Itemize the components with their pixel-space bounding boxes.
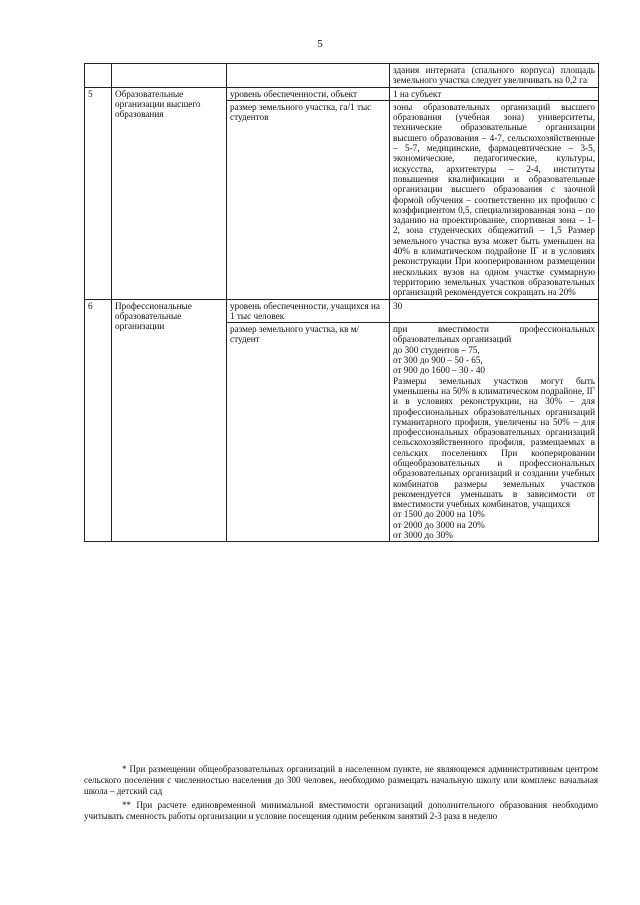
value-intro: при вместимости профессиональных образовательных организаций — [393, 324, 595, 345]
value-cell: зоны образовательных организаций высшего образования (учебная зона) университеты, технические образовательные организации высшего образования – 4-7, сельскохозяйственные – 5-7, медицинские, фармацевтические – 3-5, экономические, педагогические, культуры, искусства, архитектуры – 2-4, институты повышения квалификации и образовательные организации высшего образования с заочной формой обучения – соответственно их профилю с коэффициентом 0,5, специализированная зона – по заданию на проектирование, спортивная зона – 1-2, зона студенческих общежитий – 1,5 Размер земельного участка вуза может быть уменьшен на 40% в климатическом подрайоне IГ и в условиях реконструкции При кооперированном размещении нескольких вузов на одном участке суммарную территорию земельных участков образовательных организаций рекомендуется сокращать на 20% — [390, 100, 599, 299]
value-cell — [390, 323, 599, 542]
value-cell: 1 на субъект — [390, 87, 599, 100]
value-cell: 30 — [390, 299, 599, 323]
row-number-cell: 6 — [85, 299, 112, 542]
value-body: Размеры земельных участков могут быть уменьшены на 50% в климатическом подрайоне, IГ и в условиях реконструкции, на 30% – для профессиональных образовательных организаций гуманитарного профиля, увеличены на 50% – для профессиональных образовательных организаций сельскохозяйственного профиля, размещаемых в сельских поселениях При кооперировании общеобразовательных и профессиональных образовательных организаций и создании учебных комбинатов размеры земельных участков рекомендуется уменьшать в зависимости от вместимости учебных комбинатов, учащихся — [393, 375, 595, 510]
footnote-text: ** При расчете единовременной минимальной вместимости организаций дополнительного образования необходимо учитывать сменность работы организации и условие посещения одним ребенком занятий 2-3 раза в неделю — [84, 800, 598, 821]
table-row — [85, 64, 599, 88]
indicator-cell: уровень обеспеченности, объект — [227, 87, 390, 100]
footnote-2 — [84, 800, 598, 822]
value-tail: от 1500 до 2000 на 10% от 2000 до 3000 на 20% от 3000 до 30% — [393, 509, 485, 541]
row-number-cell: 5 — [85, 87, 112, 299]
table-row — [85, 299, 599, 323]
row-number-cell — [85, 64, 112, 88]
footnote-text: * При размещении общеобразовательных организаций в населенном пункте, не являющемся административным центром сельского поселения с численностью населения до 300 человек, необходимо размещать начальную школу или комплекс начальная школа – детский сад — [84, 764, 598, 796]
indicator-cell: размер земельного участка, га/1 тыс студентов — [227, 100, 390, 299]
norms-table — [84, 63, 599, 542]
value-lines: до 300 студентов – 75, от 300 до 900 – 50 - 65, от 900 до 1600 – 30 - 40 — [393, 344, 486, 376]
org-name-cell — [112, 64, 227, 88]
value-cell: здания интерната (спального корпуса) площадь земельного участка следует увеличивать на 0,2 га — [390, 64, 599, 88]
indicator-cell: уровень обеспеченности, учащихся на 1 тыс человек — [227, 299, 390, 323]
indicator-cell: размер земельного участка, кв м/студент — [227, 323, 390, 542]
table-row — [85, 87, 599, 100]
indicator-cell — [227, 64, 390, 88]
org-name-cell: Профессиональные образовательные организации — [112, 299, 227, 542]
footnote-1 — [84, 764, 598, 797]
page-number: 5 — [317, 38, 323, 50]
org-name-cell: Образовательные организации высшего образования — [112, 87, 227, 299]
